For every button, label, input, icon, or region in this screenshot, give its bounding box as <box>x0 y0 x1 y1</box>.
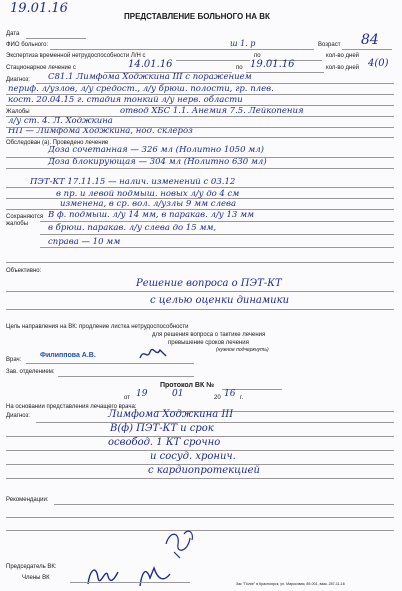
doctor-label: Врач: <box>6 357 22 363</box>
fio-label: ФИО больного: <box>6 42 49 48</box>
objective-label: Объективно: <box>6 268 42 274</box>
purpose-option-tactics: для решения вопроса о тактике лечения <box>152 332 266 338</box>
expertise-to-label: по <box>254 53 261 59</box>
protocol-year-prefix: 20 <box>214 395 221 401</box>
inpatient-days: 4(0) <box>368 58 389 69</box>
inpatient-to: 19.01.16 <box>250 59 295 70</box>
protocol-day: 19 <box>136 389 148 399</box>
form-title: ПРЕДСТАВЛЕНИЕ БОЛЬНОГО НА ВК <box>124 12 270 21</box>
footer-print-info: Зак "Полиг" в Красноярск, ул. Марксовая, 89-001, взак. 287-11-16 <box>236 582 345 586</box>
members-signatures <box>84 560 184 590</box>
inpatient-by-label: по <box>236 65 243 71</box>
examined-label: Обследован (а). Проведено лечение <box>6 140 109 146</box>
expertise-days-label: кол-во дней <box>326 53 360 59</box>
complaints-label: Жалобы <box>6 109 30 115</box>
inpatient-days-label: кол-во дней <box>326 65 360 71</box>
age-value: 84 <box>361 32 379 48</box>
remaining-label: Сохраняются жалобы <box>6 214 44 227</box>
doctor-name: Филиппова А.В. <box>40 352 96 359</box>
protocol-label: Протокол ВК № <box>160 382 215 389</box>
date-label: Дата <box>6 31 20 37</box>
inpatient-label: Стационарное лечение с <box>6 65 76 71</box>
complaints-handwriting: НП — Лимфома Ходжкина, нод. склероз <box>8 126 193 136</box>
header-date: 19.01.16 <box>10 1 68 16</box>
age-label: Возраст <box>318 42 341 48</box>
commission-stamp-scribble <box>160 522 200 562</box>
protocol-month: 01 <box>172 389 184 399</box>
diagnosis-label: Диагноз: <box>6 77 30 83</box>
purpose-note: (нужное подчеркнуть) <box>216 347 269 353</box>
protocol-from-label: от <box>124 395 130 401</box>
expertise-label: Экспертиза временной нетрудоспособности Л/Н с <box>6 53 146 59</box>
fio-value: ш 1. р <box>230 39 256 48</box>
purpose-option-overdue: превышение сроков лечения <box>168 340 249 346</box>
protocol-diagnosis-label: Диагноз: <box>6 413 30 419</box>
recommendations-label: Рекомендации: <box>6 497 49 503</box>
protocol-year-suffix: г. <box>240 395 244 401</box>
chair-label: Председатель ВК: <box>6 564 57 570</box>
form-page: 19.01.16 ПРЕДСТАВЛЕНИЕ БОЛЬНОГО НА ВК Дата ФИО больного: ш 1. р Возраст 84 Экспертиза временной нетрудоспособности Л/Н с по кол-во дней Стационарное лечение с 14.01.16 по 19.01.16 кол-во дней 4(0) Диагноз: С81.1 Лимфома Ходжкина III с поражением периф. л/узлов, л/у средост., л/у брюш. полости, гр. плев. кост. 20.04.15 г. стадия тонкий л/у нерв. области отвод ХБС 1.1. Анемия 7.5. Лейкопения л/у ст. 4. Л. Ходжкина Жалобы НП — Лимфома Ходжкина, нод. склероз Обследован (а). Проведено лечение Доза сочетанная — 326 мл (Нолитно 1050 мл) Доза блокирующая — 304 мл (Нолитно 630 мл) ПЭТ-КТ 17.11.15 — налич. изменений с 03.12 в пр. и левой подмыш. новых л/у до 4 см изменена, в ср. вол. л/узлы 9 мм слева Сохраняются жалобы В ф. подмыш. л/у 14 мм, в паракав. л/у 13 мм в брюш. паракав. л/у слева до 15 мм, справа — 10 мм Объективно: Решение вопроса о ПЭТ-КТ с целью оценки динамики Цель направления на ВК: продление листка нетрудоспособности для решения вопроса о тактике лечения превышение сроков лечения (нужное подчеркнуть) Врач: Филиппова А.В. Зав. отделением: Протокол ВК № от 19 01 20 16 г. На основании представления лечащего врача: Диагноз: Лимфома Ходжкина III В(ф) ПЭТ-КТ и срок освобод. 1 КТ срочно и сосуд. хронич. с кардиопротекцией Рекомендации: Председатель ВК: Члены ВК Зак "Полиг" в Красноярск, ул. Марксовая, 89-001, взак. 287-11-16 <box>0 0 402 591</box>
basis-label: На основании представления лечащего врача: <box>6 404 137 410</box>
inpatient-from: 14.01.16 <box>128 59 173 70</box>
members-label: Члены ВК <box>22 575 50 581</box>
purpose-label: Цель направления на ВК: продление листка нетрудоспособности <box>6 324 189 330</box>
doctor-signature <box>138 346 168 362</box>
head-label: Зав. отделением: <box>6 369 55 375</box>
protocol-year: 16 <box>224 389 236 399</box>
